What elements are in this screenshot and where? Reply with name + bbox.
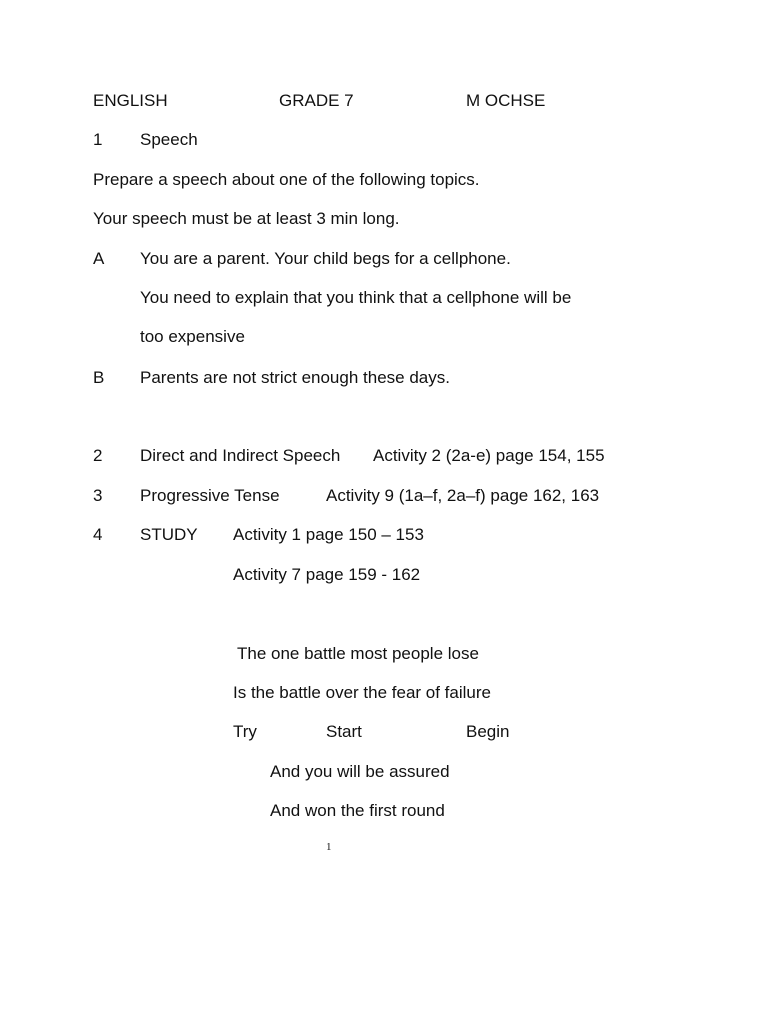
section-4-detail-2: Activity 7 page 159 - 162 [233,565,421,584]
page-number: 1 [326,841,332,853]
grade-heading: GRADE 7 [279,91,354,110]
section-2-detail: Activity 2 (2a-e) page 154, 155 [373,446,605,465]
topic-a-line-3: too expensive [140,327,245,346]
topic-a-label: A [93,249,105,268]
section-4-number: 4 [93,525,103,544]
quote-word-try: Try [233,722,257,741]
section-1-title: Speech [140,130,198,149]
topic-b-label: B [93,368,105,387]
section-3-title: Progressive Tense [140,486,280,505]
section-3-detail: Activity 9 (1a–f, 2a–f) page 162, 163 [326,486,600,505]
section-1-instruction-2: Your speech must be at least 3 min long. [93,209,400,228]
quote-line-5: And won the first round [270,801,445,820]
quote-line-2: Is the battle over the fear of failure [233,683,491,702]
section-3-number: 3 [93,486,103,505]
section-4-title: STUDY [140,525,198,544]
subject-heading: ENGLISH [93,91,168,110]
section-2-title: Direct and Indirect Speech [140,446,341,465]
section-4-detail-1: Activity 1 page 150 – 153 [233,525,424,544]
section-1-number: 1 [93,130,103,149]
quote-word-start: Start [326,722,362,741]
quote-word-begin: Begin [466,722,510,741]
school-heading: M OCHSE [466,91,546,110]
topic-a-line-2: You need to explain that you think that a cellphone will be [140,288,572,307]
quote-line-4: And you will be assured [270,762,450,781]
topic-b-line-1: Parents are not strict enough these days. [140,368,450,387]
quote-line-1: The one battle most people lose [237,644,479,663]
section-2-number: 2 [93,446,103,465]
section-1-instruction-1: Prepare a speech about one of the following topics. [93,170,480,189]
topic-a-line-1: You are a parent. Your child begs for a cellphone. [140,249,511,268]
